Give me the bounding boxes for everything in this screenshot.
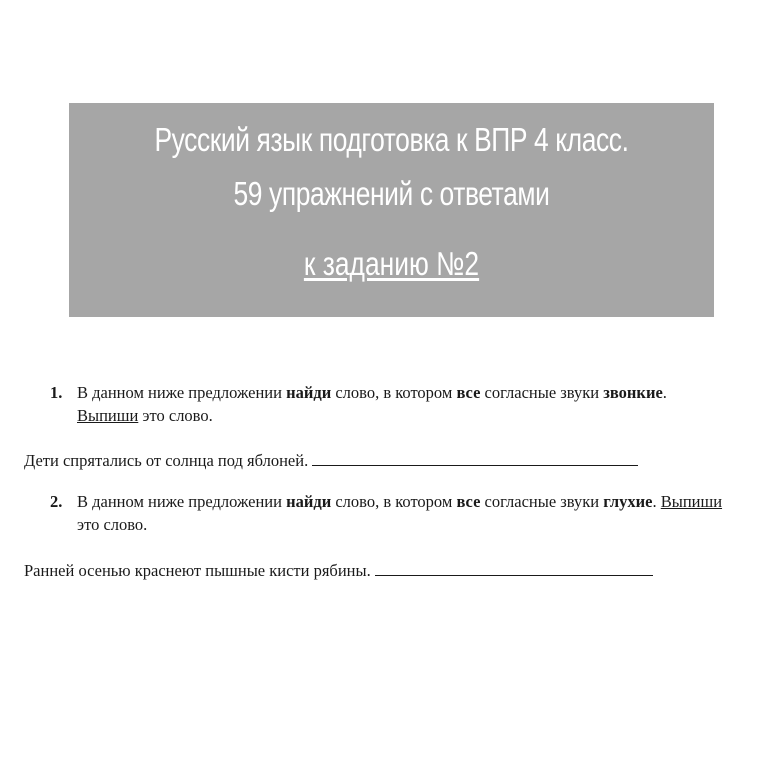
sentence-text: Ранней осенью краснеют пышные кисти рябины. (24, 561, 371, 580)
emphasis-word: найди (286, 383, 332, 402)
task-instruction: В данном ниже предложении найди слово, в котором все согласные звуки глухие. Выпиши это слово. (77, 492, 723, 534)
underlined-word: Выпиши (660, 492, 723, 511)
emphasis-word: звонкие (603, 383, 663, 402)
answer-line[interactable] (375, 560, 653, 576)
task-1 (50, 381, 730, 427)
title-banner (69, 103, 714, 317)
underlined-word: Выпиши (77, 406, 139, 425)
task-2 (50, 490, 730, 536)
task-2-sentence (24, 560, 653, 581)
banner-title-line-1: Русский язык подготовка к ВПР 4 класс. (154, 121, 629, 158)
answer-line[interactable] (312, 450, 638, 466)
emphasis-word: все (456, 383, 481, 402)
banner-title-line-2: 59 упражнений с ответами (233, 175, 550, 212)
task-instruction: В данном ниже предложении найди слово, в котором все согласные звуки звонкие. Выпиши это слово. (77, 383, 667, 425)
emphasis-word: найди (286, 492, 332, 511)
emphasis-word: глухие (603, 492, 653, 511)
emphasis-word: все (456, 492, 481, 511)
task-number: 1. (50, 383, 63, 402)
task-number: 2. (50, 492, 63, 511)
sentence-text: Дети спрятались от солнца под яблоней. (24, 451, 309, 470)
task-1-sentence (24, 450, 638, 471)
banner-subtitle: к заданию №2 (303, 245, 480, 282)
